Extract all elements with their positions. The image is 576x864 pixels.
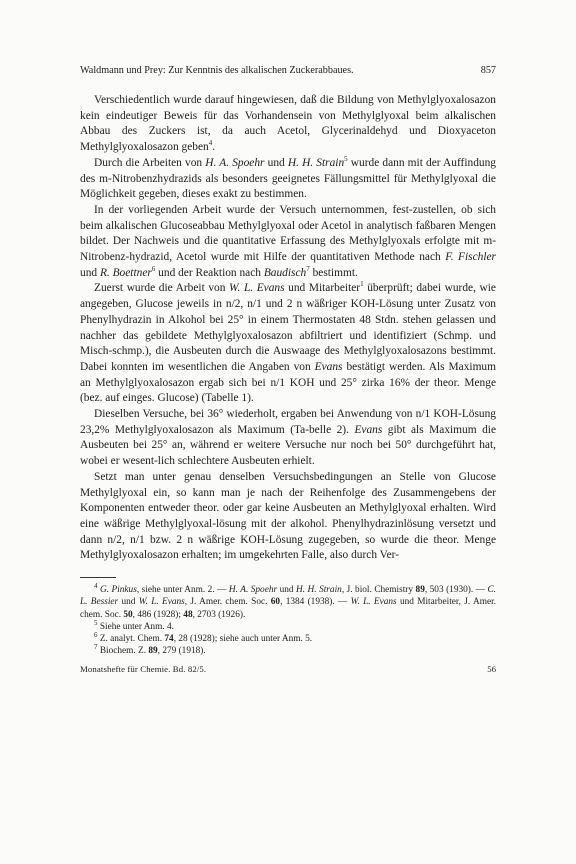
footnote-ref: 7 xyxy=(306,264,310,273)
footnote-number: 4 xyxy=(94,582,98,590)
text-run: Z. analyt. Chem. xyxy=(99,633,165,644)
author-name: W. L. Evans xyxy=(229,282,285,295)
author-name: H. H. Strain xyxy=(287,156,345,169)
signature-mark: 56 xyxy=(487,664,496,675)
author-name: H. A. Spoehr xyxy=(228,585,278,596)
author-name: R. Boettner xyxy=(99,266,152,279)
volume: 50 xyxy=(123,609,133,620)
text-run: , 2703 (1926). xyxy=(192,609,246,620)
volume: 48 xyxy=(183,609,193,620)
text-run: Zuerst wurde die Arbeit von xyxy=(94,282,230,295)
footnote-number: 7 xyxy=(94,643,98,652)
text-run: gibt als Maximum die Ausbeuten bei 25° an, während er weitere Versuche nur noch bei 50° durchgeführt hat, wobei er wesent-lich schlechtere Ausbeuten erhielt. xyxy=(80,423,496,468)
text-run: und der Reaktion nach xyxy=(155,266,264,279)
text-run: , J. Amer. chem. Soc. xyxy=(184,597,271,608)
text-run: , siehe unter Anm. 2. — xyxy=(136,585,229,596)
page-number: 857 xyxy=(480,65,496,76)
volume: 89 xyxy=(415,585,425,596)
text-run: , 503 (1930). — xyxy=(424,585,488,596)
volume: 74 xyxy=(164,633,174,644)
text-run: , J. biol. Chemistry xyxy=(341,585,416,596)
author-name: W. L. Evans xyxy=(138,597,185,608)
text-run: , 279 (1918). xyxy=(157,646,206,657)
text-run: bestimmt. xyxy=(309,266,358,279)
volume: 60 xyxy=(270,597,281,608)
text-run: und xyxy=(118,597,139,608)
text-run: . xyxy=(212,141,216,154)
footnote-ref: 1 xyxy=(360,280,364,289)
footnote-ref: 5 xyxy=(344,155,348,164)
footnote-number: 6 xyxy=(94,630,98,639)
footnote-ref: 4 xyxy=(208,139,213,148)
paragraph-2 xyxy=(80,156,496,203)
text-run: und xyxy=(80,266,100,279)
text-run: und Mitarbeiter, J. Amer. chem. Soc. xyxy=(80,597,496,620)
author-name: H. H. Strain xyxy=(296,585,342,596)
volume: 89 xyxy=(148,646,158,657)
text-run: bestätigt werden. Als Maximum an Methylglyoxalosazon ergab sich bei n/1 KOH und 25° zirka 16% der theor. Menge (bez. auf einges. Glucose) (Tabelle 1). xyxy=(80,360,496,405)
text-run: überprüft; dabei wurde, wie angegeben, Glucose jeweils in n/2, n/1 und 2 n wäßriger KOH-Lösung unter Zusatz von Phenylhydrazin in Alkohol bei 25° in einem Thermostaten 48 Stdn. stehen gelassen und nachher das gebildete Methylglyoxalosazon abfiltriert und identifiziert (Schmp. und Misch-schmp.), die Ausbeuten durch die Auswaage des Methylglyoxalosazons bestimmt. Dabei konnten im wesentlichen die Angaben von xyxy=(80,282,496,373)
author-name: Evans xyxy=(354,423,383,436)
text-run: Siehe unter Anm. 4. xyxy=(99,621,174,632)
paragraph-5 xyxy=(80,407,496,470)
page-footer xyxy=(80,663,496,675)
text-run: In der vorliegenden Arbeit wurde der Versuch unternommen, fest-zustellen, ob sich beim alkalischen Glucoseabbau Methylglyoxal oder Acetol in analytisch faßbaren Mengen bildet. Der Nachweis und die quantitative Erfassung des Methylglyoxals erfolgte mit m-Nitrobenz-hydrazid, Acetol wurde mit Hilfe der quantitativen Methode nach xyxy=(80,203,496,264)
text-run: Biochem. Z. xyxy=(99,646,149,657)
footnote-5 xyxy=(80,618,496,633)
footnote-7 xyxy=(80,645,496,657)
author-name: H. A. Spoehr xyxy=(205,156,265,169)
footnote-number: 5 xyxy=(94,618,98,627)
text-run: und Mitarbeiter xyxy=(284,282,361,295)
paragraph-3 xyxy=(80,203,496,282)
footnotes xyxy=(80,584,496,657)
author-name: Evans xyxy=(314,360,343,373)
running-header xyxy=(80,64,496,77)
footnote-4 xyxy=(80,584,496,621)
author-name: G. Pinkus xyxy=(99,585,137,596)
paragraph-6 xyxy=(80,470,496,564)
text-run: , 28 (1928); siehe auch unter Anm. 5. xyxy=(173,633,313,644)
footnote-6 xyxy=(80,630,496,645)
text-run: , 486 (1928); xyxy=(132,609,184,620)
paragraph-4 xyxy=(80,281,496,407)
body-text xyxy=(80,93,496,564)
text-run: Setzt man unter genau denselben Versuchsbedingungen an Stelle von Glucose Methylglyoxal ein, so kann man je nach der Reihenfolge des Zusammengebens der Komponenten entweder theor. oder gar keine Ausbeuten an Methylglyoxal erhalten. Wird eine wäßrige Methylglyoxal-lösung mit der alkohol. Phenylhydrazinlösung versetzt und dann n/2, n/1 bzw. 2 n wäßrige KOH-Lösung zugegeben, so wurde die theor. Menge Methylglyoxalosazon erhalten; im umgekehrten Falle, also durch Ver- xyxy=(80,470,496,562)
journal-reference: Monatshefte für Chemie. Bd. 82/5. xyxy=(80,664,207,675)
text-run: Verschiedentlich wurde darauf hingewiesen, daß die Bildung von Methylglyoxalosazon kein eindeutiger Beweis für das Vorhandensein von Methylglyoxal beim alkalischen Abbau des Zuckers ist, da auch Acetol, Glycerinaldehyd und Dioxyaceton Methylglyoxalosazon geben xyxy=(80,94,496,154)
text-run: und xyxy=(264,156,288,169)
running-title: Waldmann und Prey: Zur Kenntnis des alkalischen Zuckerabbaues. xyxy=(80,65,354,76)
text-run: , 1384 (1938). — xyxy=(280,597,351,608)
page xyxy=(80,64,496,675)
author-name: Baudisch xyxy=(263,266,307,279)
text-run: wurde dann mit der Auffindung des m-Nitrobenzhydrazids als besonders geeignetes Fällungsmittel für Methylglyoxal die Möglichkeit gegeben, dieses exakt zu bestimmen. xyxy=(80,156,496,201)
text-run: Dieselben Versuche, bei 36° wiederholt, ergaben bei Anwendung von n/1 KOH-Lösung 23,2% Methylglyoxalosazon als Maximum (Ta-belle 2). xyxy=(80,408,496,436)
author-name: C. L. Bessier xyxy=(80,585,496,608)
footnote-divider xyxy=(80,577,116,578)
author-name: F. Fischler xyxy=(445,251,496,264)
footnote-ref: 6 xyxy=(151,264,156,273)
paragraph-1 xyxy=(80,93,496,156)
text-run: und xyxy=(277,585,297,596)
author-name: W. L. Evans xyxy=(350,597,397,608)
text-run: Durch die Arbeiten von xyxy=(94,156,206,169)
